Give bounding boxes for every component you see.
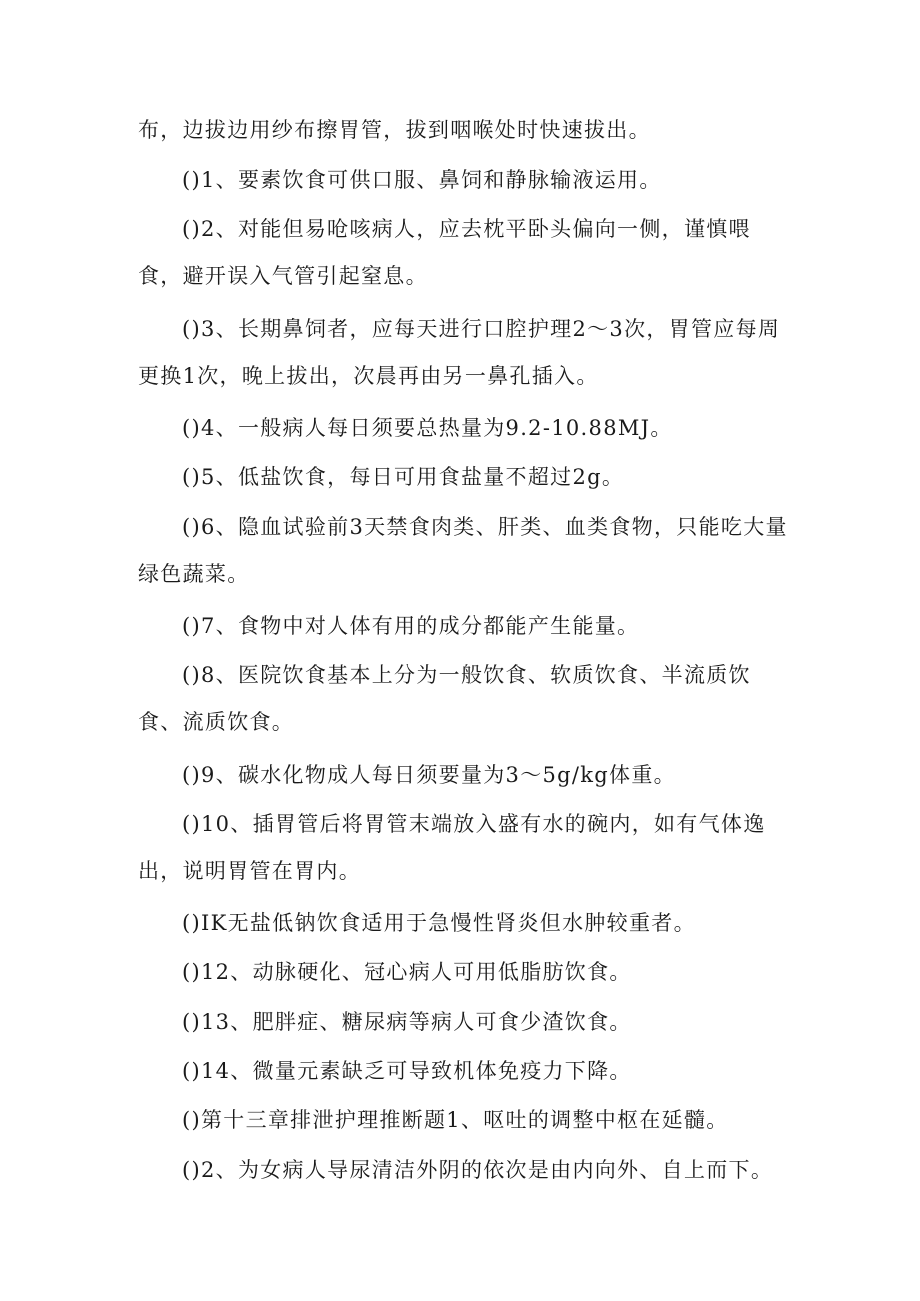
- question-4: ()4、一般病人每日须要总热量为9.2-10.88MJ。: [182, 416, 673, 440]
- chapter-13-question-2: ()2、为女病人导尿清洁外阴的依次是由内向外、自上而下。: [182, 1158, 774, 1182]
- question-8: ()8、医院饮食基本上分为一般饮食、软质饮食、半流质饮食、流质饮食。: [138, 663, 751, 734]
- question-1: ()1、要素饮食可供口服、鼻饲和静脉输液运用。: [182, 168, 662, 192]
- question-14: ()14、微量元素缺乏可导致机体免疫力下降。: [182, 1059, 632, 1083]
- question-10: ()10、插胃管后将胃管末端放入盛有水的碗内，如有气体逸出，说明胃管在胃内。: [138, 812, 766, 883]
- question-5: ()5、低盐饮食，每日可用食盐量不超过2g。: [182, 465, 625, 489]
- question-3: ()3、长期鼻饲者，应每天进行口腔护理2～3次，胃管应每周更换1次，晚上拔出，次晨再由另一鼻孔插入。: [138, 317, 781, 388]
- question-6: ()6、隐血试验前3天禁食肉类、肝类、血类食物，只能吃大量绿色蔬菜。: [138, 515, 788, 586]
- question-2: ()2、对能但易呛咳病人，应去枕平卧头偏向一侧，谨慎喂食，避开误入气管引起窒息。: [138, 217, 751, 288]
- question-13: ()13、肥胖症、糖尿病等病人可食少渣饮食。: [182, 1010, 632, 1034]
- question-9: ()9、碳水化物成人每日须要量为3～5g/kg体重。: [182, 763, 676, 787]
- question-12: ()12、动脉硬化、冠心病人可用低脂肪饮食。: [182, 960, 632, 984]
- paragraph-continuation: 布，边拔边用纱布擦胃管，拔到咽喉处时快速拔出。: [138, 118, 651, 142]
- question-11: ()IK无盐低钠饮食适用于急慢性肾炎但水肿较重者。: [182, 911, 696, 935]
- question-7: ()7、食物中对人体有用的成分都能产生能量。: [182, 614, 640, 638]
- chapter-13-question-1: ()第十三章排泄护理推断题1、呕吐的调整中枢在延髓。: [182, 1108, 729, 1132]
